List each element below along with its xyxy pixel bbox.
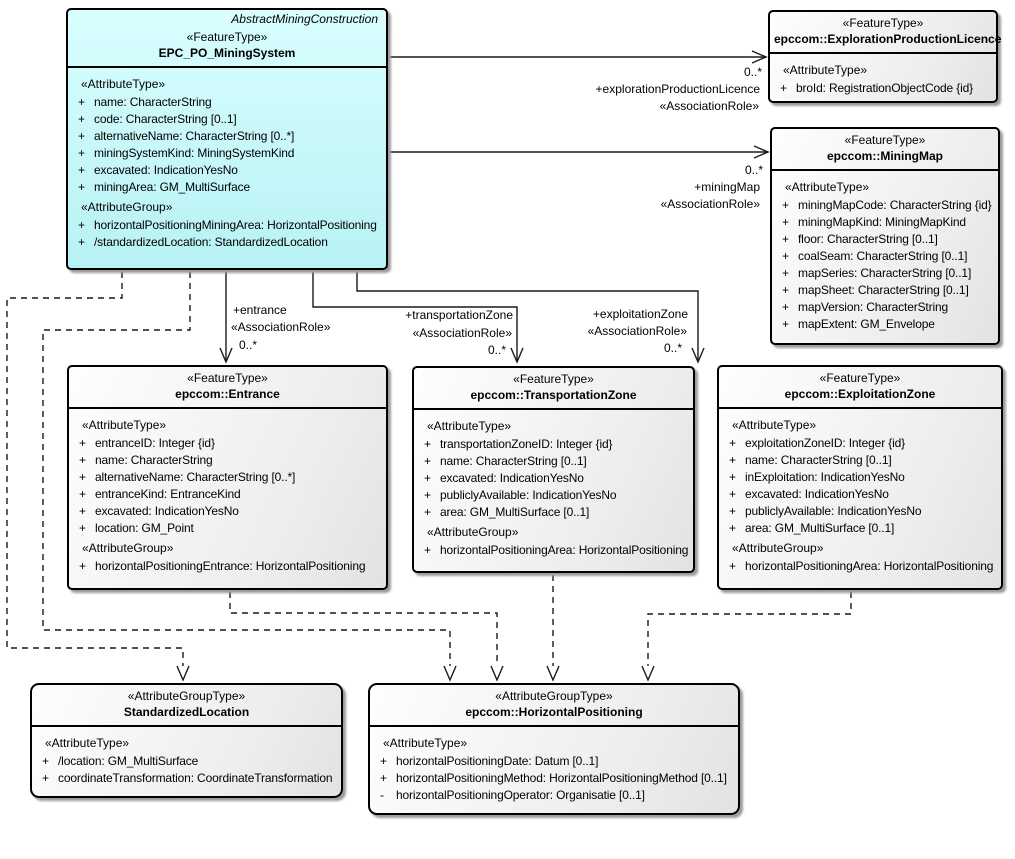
attribute-row: + miningMapCode: CharacterString {id}: [782, 198, 992, 212]
attribute-row: + miningArea: GM_MultiSurface: [78, 180, 251, 194]
attribute-row: + /standardizedLocation: StandardizedLocation: [78, 235, 328, 249]
attribute-type-header: «AttributeType»: [45, 736, 130, 750]
attribute-row: + horizontalPositioningMethod: HorizontalPositioningMethod [0..1]: [380, 771, 727, 785]
attribute-type-header: «AttributeType»: [785, 180, 870, 194]
class-standardized-location[interactable]: [30, 683, 343, 798]
attribute-row: + horizontalPositioningArea: HorizontalPositioning: [424, 543, 689, 557]
association-entrance-line: [220, 272, 232, 362]
attribute-row: - horizontalPositioningOperator: Organisatie [0..1]: [380, 788, 645, 802]
attribute-row: + alternativeName: CharacterString [0..*]: [78, 129, 295, 143]
attribute-row: + miningMapKind: MiningMapKind: [782, 215, 966, 229]
association-miningMap-line: [390, 146, 768, 158]
attribute-row: + miningSystemKind: MiningSystemKind: [78, 146, 295, 160]
attribute-row: + horizontalPositioningDate: Datum [0..1]: [380, 754, 599, 768]
stereotype-exploitationZone: «AssociationRole»: [587, 324, 687, 338]
multiplicity-entrance: 0..*: [239, 338, 258, 352]
attribute-type-header: «AttributeType»: [427, 419, 512, 433]
class-stereotype: «FeatureType»: [186, 30, 268, 44]
stereotype-miningMap: «AssociationRole»: [660, 197, 760, 211]
attribute-row: + horizontalPositioningEntrance: HorizontalPositioning: [79, 559, 366, 573]
class-stereotype: «FeatureType»: [187, 371, 268, 385]
role-miningMap: +miningMap: [694, 180, 760, 194]
class-name: epccom::TransportationZone: [470, 388, 637, 402]
attribute-row: + area: GM_MultiSurface [0..1]: [424, 505, 590, 519]
class-name: epccom::MiningMap: [827, 149, 943, 163]
class-mining-map[interactable]: [770, 127, 1000, 345]
abstract-parent-label: AbstractMiningConstruction: [231, 12, 378, 26]
attribute-type-header: «AttributeType»: [383, 736, 468, 750]
attribute-row: + location: GM_Point: [79, 521, 194, 535]
attribute-row: + /location: GM_MultiSurface: [42, 754, 199, 768]
multiplicity-miningMap: 0..*: [744, 163, 763, 177]
attribute-row: + inExploitation: IndicationYesNo: [729, 470, 905, 484]
attribute-row: + mapVersion: CharacterString: [782, 300, 949, 314]
attribute-row: + alternativeName: CharacterString [0..*]: [79, 470, 296, 484]
class-name: epccom::HorizontalPositioning: [465, 705, 643, 719]
stereotype-transportationZone: «AssociationRole»: [412, 326, 512, 340]
attribute-row: + excavated: IndicationYesNo: [729, 487, 889, 501]
attribute-row: + name: CharacterString: [78, 95, 212, 109]
class-entrance[interactable]: [67, 365, 388, 590]
attribute-row: + excavated: IndicationYesNo: [78, 163, 238, 177]
role-explorationProductionLicence: +explorationProductionLicence: [595, 82, 760, 96]
dependency-transportationZone-horizontalPositioning: [547, 575, 559, 680]
dependency-exploitationZone-horizontalPositioning: [642, 592, 851, 680]
attribute-group-header: «AttributeGroup»: [732, 541, 824, 555]
role-entrance: +entrance: [233, 303, 287, 317]
class-name: StandardizedLocation: [123, 705, 250, 719]
class-name: epccom::Entrance: [175, 387, 280, 401]
attribute-type-header: «AttributeType»: [82, 418, 167, 432]
attribute-row: + broId: RegistrationObjectCode {id}: [780, 81, 974, 95]
class-transportation-zone[interactable]: [412, 366, 695, 573]
attribute-row: + entranceID: Integer {id}: [79, 436, 215, 450]
class-name: EPC_PO_MiningSystem: [158, 46, 296, 60]
attribute-row: + area: GM_MultiSurface [0..1]: [729, 521, 895, 535]
class-stereotype: «FeatureType»: [819, 371, 901, 385]
attribute-row: + code: CharacterString [0..1]: [78, 112, 237, 126]
attribute-row: + exploitationZoneID: Integer {id}: [729, 436, 905, 450]
class-epc-po-miningsystem[interactable]: [66, 8, 388, 270]
attribute-type-header: «AttributeType»: [732, 418, 817, 432]
attribute-row: + mapSheet: CharacterString [0..1]: [782, 283, 969, 297]
class-stereotype: «FeatureType»: [842, 16, 924, 30]
attribute-row: + publiclyAvailable: IndicationYesNo: [424, 488, 617, 502]
attribute-row: + horizontalPositioningMiningArea: HorizontalPositioning: [78, 218, 377, 232]
association-explorationProductionLicence-line: [390, 51, 766, 63]
attribute-row: + mapExtent: GM_Envelope: [782, 317, 935, 331]
attribute-row: + excavated: IndicationYesNo: [79, 504, 239, 518]
attribute-row: + coordinateTransformation: CoordinateTransformation: [42, 771, 333, 785]
class-exploration-production-licence[interactable]: [768, 10, 1002, 103]
stereotype-explorationProductionLicence: «AssociationRole»: [659, 99, 759, 113]
attribute-row: + publiclyAvailable: IndicationYesNo: [729, 504, 922, 518]
multiplicity-exploitationZone: 0..*: [663, 341, 682, 355]
multiplicity-transportationZone: 0..*: [487, 343, 506, 357]
attribute-row: + name: CharacterString [0..1]: [729, 453, 892, 467]
multiplicity-explorationProductionLicence: 0..*: [743, 65, 762, 79]
class-name: epccom::ExplorationProductionLicence: [774, 32, 1002, 46]
attribute-row: + name: CharacterString: [79, 453, 213, 467]
class-stereotype: «FeatureType»: [844, 133, 926, 147]
attribute-row: + mapSeries: CharacterString [0..1]: [782, 266, 972, 280]
dependency-entrance-horizontalPositioning: [230, 592, 503, 680]
attribute-row: + transportationZoneID: Integer {id}: [424, 437, 613, 451]
attribute-row: + entranceKind: EntranceKind: [79, 487, 241, 501]
attribute-row: + excavated: IndicationYesNo: [424, 471, 584, 485]
stereotype-entrance: «AssociationRole»: [231, 320, 331, 334]
attribute-group-header: «AttributeGroup»: [81, 200, 173, 214]
attribute-row: + floor: CharacterString [0..1]: [782, 232, 938, 246]
attribute-group-header: «AttributeGroup»: [82, 541, 174, 555]
class-stereotype: «AttributeGroupType»: [495, 689, 613, 703]
role-exploitationZone: +exploitationZone: [592, 307, 688, 321]
attribute-row: + coalSeam: CharacterString [0..1]: [782, 249, 968, 263]
class-stereotype: «FeatureType»: [513, 372, 594, 386]
class-horizontal-positioning[interactable]: [368, 683, 740, 815]
attribute-type-header: «AttributeType»: [783, 63, 868, 77]
class-stereotype: «AttributeGroupType»: [127, 689, 246, 703]
attribute-type-header: «AttributeType»: [81, 77, 166, 91]
attribute-row: + name: CharacterString [0..1]: [424, 454, 587, 468]
attribute-group-header: «AttributeGroup»: [427, 525, 519, 539]
class-exploitation-zone[interactable]: [717, 365, 1003, 590]
role-transportationZone: +transportationZone: [405, 308, 513, 322]
class-name: epccom::ExploitationZone: [784, 387, 936, 401]
attribute-row: + horizontalPositioningArea: HorizontalPositioning: [729, 559, 994, 573]
